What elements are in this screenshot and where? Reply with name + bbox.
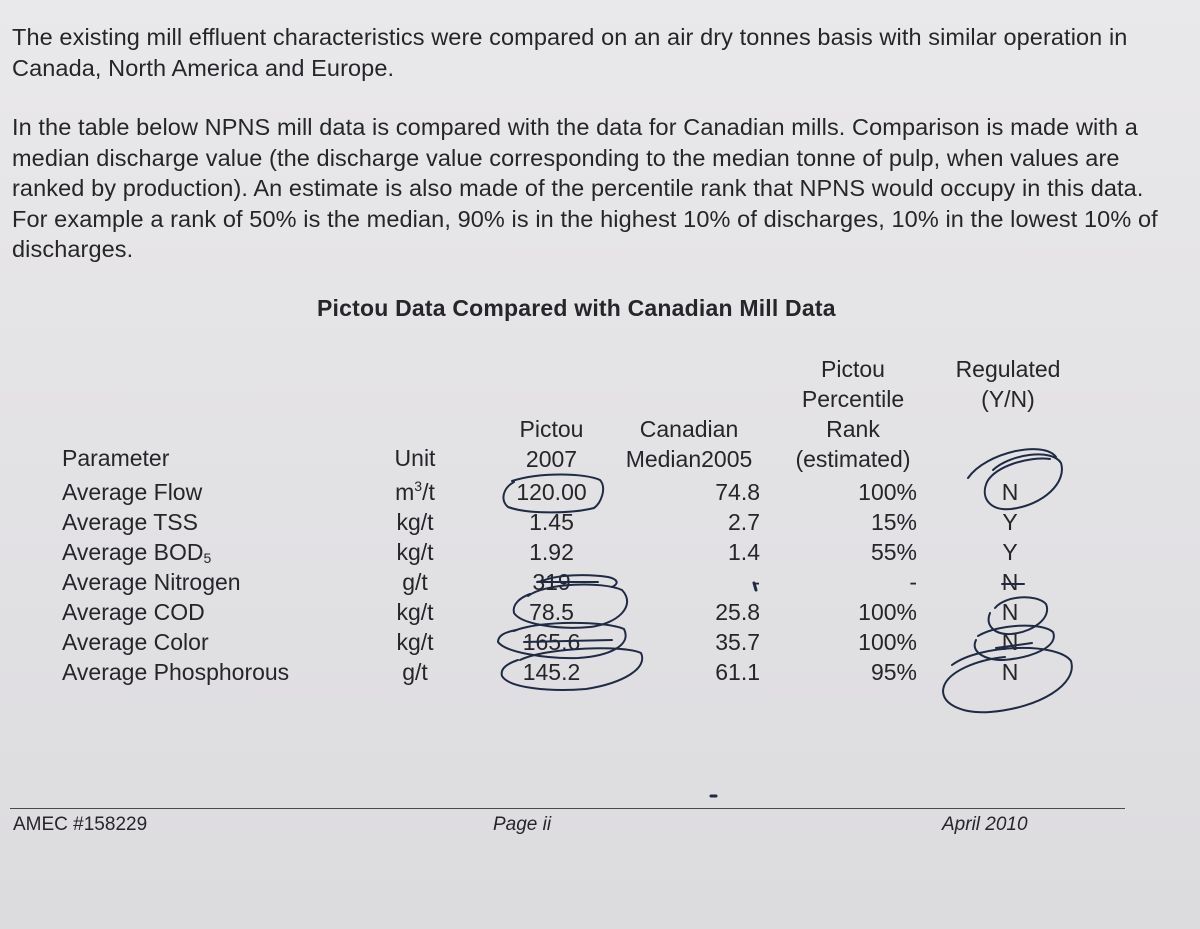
header-pictou-2007: [505, 414, 598, 474]
header-unit: Unit: [394, 445, 436, 471]
unit-superscript: 3: [414, 478, 423, 494]
row-cod-regulated: N: [1001, 599, 1019, 625]
header-pictou-line2: 2007: [525, 446, 578, 472]
unit-tail: /t: [422, 479, 435, 505]
row-tss-rank: 15%: [870, 509, 917, 535]
row-phosphorous-regulated: N: [1001, 659, 1019, 685]
row-tss-parameter: Average TSS: [62, 509, 198, 535]
footer-rule: [10, 808, 1125, 809]
header-canadian-line2: Median2005: [625, 446, 753, 472]
row-tss-unit: kg/t: [396, 509, 434, 535]
row-tss-regulated: Y: [1002, 509, 1018, 535]
row-phosphorous-canadian: 61.1: [715, 659, 760, 685]
header-rank-line2: Percentile: [801, 386, 905, 412]
row-nitrogen-canadian: -: [752, 569, 760, 595]
row-color-regulated: N: [1001, 629, 1019, 655]
row-phosphorous-unit: g/t: [402, 659, 428, 685]
row-bod-pictou: 1.92: [529, 539, 574, 565]
row-cod-rank: 100%: [858, 599, 917, 625]
header-rank-line4: (estimated): [795, 446, 911, 472]
row-phosphorous-pictou: 145.2: [522, 659, 581, 685]
header-regulated-line1: Regulated: [955, 356, 1061, 382]
footer-date: April 2010: [942, 814, 1028, 835]
row-bod-parameter: [62, 537, 211, 567]
parameter-base: Average BOD: [62, 539, 204, 565]
row-color-rank: 100%: [858, 629, 917, 655]
row-flow-regulated: N: [1001, 479, 1019, 505]
table-title: Pictou Data Compared with Canadian Mill Data: [317, 295, 836, 321]
row-cod-pictou: 78.5: [529, 599, 574, 625]
parameter-subscript: 5: [203, 550, 212, 566]
row-color-canadian: 35.7: [715, 629, 760, 655]
row-color-pictou: 165.6: [522, 629, 581, 655]
header-rank-line1: Pictou: [821, 356, 885, 382]
footer-document-number: AMEC #158229: [13, 814, 148, 835]
header-parameter: Parameter: [62, 445, 170, 471]
row-bod-unit: kg/t: [396, 539, 434, 565]
row-flow-rank: 100%: [858, 479, 917, 505]
header-canadian-median: [614, 414, 764, 474]
row-bod-canadian: 1.4: [728, 539, 760, 565]
row-flow-pictou: 120.00: [516, 479, 587, 505]
circle-regulated-flow-outer: [968, 449, 1056, 478]
row-flow-unit: [390, 477, 440, 507]
row-tss-pictou: 1.45: [529, 509, 574, 535]
header-regulated: [943, 354, 1073, 414]
header-canadian-line1: Canadian: [639, 416, 739, 442]
row-flow-parameter: Average Flow: [62, 479, 203, 505]
row-color-unit: kg/t: [396, 629, 434, 655]
row-cod-unit: kg/t: [396, 599, 434, 625]
row-nitrogen-unit: g/t: [402, 569, 428, 595]
header-regulated-line2: (Y/N): [981, 386, 1035, 412]
row-color-parameter: Average Color: [62, 629, 209, 655]
header-rank-line3: Rank: [826, 416, 880, 442]
row-bod-regulated: Y: [1002, 539, 1018, 565]
row-nitrogen-pictou: 319: [532, 569, 571, 595]
row-nitrogen-parameter: Average Nitrogen: [62, 569, 241, 595]
intro-paragraph-1: The existing mill effluent characteristics were compared on an air dry tonnes basis with similar operation in Canada, North America and Europe.: [12, 24, 1128, 81]
row-nitrogen-regulated: N: [1001, 569, 1019, 595]
intro-paragraph-2: In the table below NPNS mill data is compared with the data for Canadian mills. Comparison is made with a median discharge value (the discharge value corresponding to the median tonne of pulp, when values are ranked by production). An estimate is also made of the percentile rank that NPNS would occupy in this data. For example a rank of 50% is the median, 90% is in the highest 10% of discharges, 10% in the lowest 10% of discharges.: [12, 114, 1158, 262]
row-phosphorous-parameter: Average Phosphorous: [62, 659, 290, 685]
footer-page-number: Page ii: [493, 814, 552, 835]
row-cod-parameter: Average COD: [62, 599, 205, 625]
unit-base: m: [395, 479, 415, 505]
row-tss-canadian: 2.7: [728, 509, 760, 535]
row-bod-rank: 55%: [870, 539, 917, 565]
row-flow-canadian: 74.8: [715, 479, 760, 505]
header-pictou-line1: Pictou: [519, 416, 584, 442]
row-phosphorous-rank: 95%: [870, 659, 917, 685]
header-percentile-rank: [783, 354, 923, 474]
row-cod-canadian: 25.8: [715, 599, 760, 625]
row-nitrogen-rank: -: [909, 569, 917, 595]
